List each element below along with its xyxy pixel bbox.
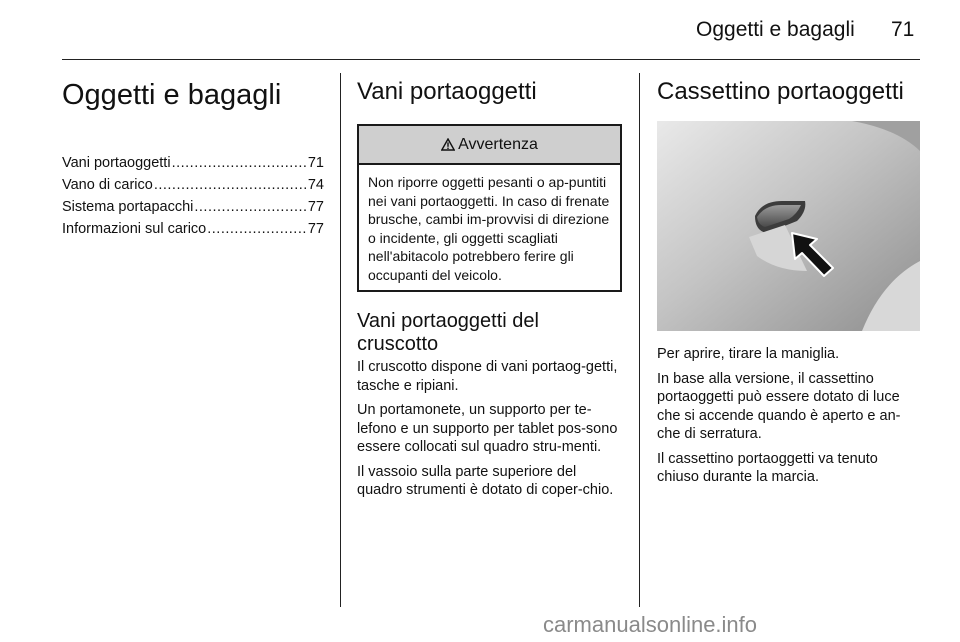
- paragraph: Per aprire, tirare la maniglia.: [657, 346, 840, 362]
- paragraph: In base alla versione, il cassettino portaoggetti può essere dotato di luce che si accende quando è aperto e an-che di serratura.: [657, 370, 901, 442]
- header-divider: [62, 59, 920, 60]
- toc-entry-label: Vani portaoggetti: [62, 155, 171, 171]
- column-divider-2: [639, 73, 640, 607]
- page-number: 71: [891, 18, 915, 41]
- toc-entry-page: 77: [307, 199, 324, 215]
- paragraph: Il cassettino portaoggetti va tenuto chiuso durante la marcia.: [657, 450, 878, 485]
- watermark-text[interactable]: carmanualsonline.info: [543, 612, 758, 637]
- paragraph: Un portamonete, un supporto per te-lefono e un supporto per tablet pos-sono essere collocati sul quadro stru-menti.: [357, 402, 618, 455]
- warning-triangle-icon: [441, 138, 455, 151]
- toc-entry[interactable]: [62, 174, 324, 196]
- page-header: [0, 0, 960, 62]
- subsection-title: Vani portaoggetti del cruscotto: [357, 310, 539, 355]
- warning-text: Non riporre oggetti pesanti o ap-puntiti nei vani portaoggetti. In caso di frenate brusche, cambi im-provvisi di direzione o incidente, gli oggetti scagliati nell'abitacolo potrebbero ferire gli occupanti del veicolo.: [368, 174, 610, 283]
- toc-entry[interactable]: [62, 196, 324, 218]
- running-header-title: Oggetti e bagagli: [696, 18, 855, 41]
- warning-box: [357, 124, 622, 292]
- paragraph: Il vassoio sulla parte superiore del quadro strumenti è dotato di coper-chio.: [357, 463, 614, 498]
- toc-entry[interactable]: [62, 152, 324, 174]
- paragraph: Il cruscotto dispone di vani portaog-getti, tasche e ripiani.: [357, 359, 618, 394]
- chapter-toc: [62, 152, 324, 240]
- chapter-column: [62, 70, 324, 240]
- glovebox-section-title: Cassettino portaoggetti: [657, 78, 904, 105]
- toc-entry-label: Vano di carico: [62, 177, 153, 193]
- toc-entry-page: 71: [307, 155, 324, 171]
- toc-leader-dots: [153, 174, 308, 196]
- toc-leader-dots: [193, 196, 307, 218]
- chapter-title: Oggetti e bagagli: [62, 79, 282, 111]
- toc-entry-page: 74: [307, 177, 324, 193]
- glovebox-column: [657, 70, 920, 493]
- toc-leader-dots: [206, 218, 308, 240]
- warning-title: Avvertenza: [458, 135, 538, 153]
- warning-header: [359, 126, 620, 165]
- toc-entry-page: 77: [307, 221, 324, 237]
- toc-entry-label: Sistema portapacchi: [62, 199, 194, 215]
- toc-entry-label: Informazioni sul carico: [62, 221, 207, 237]
- toc-entry[interactable]: [62, 218, 324, 240]
- column-divider-1: [340, 73, 341, 607]
- toc-leader-dots: [171, 152, 308, 174]
- section-title: Vani portaoggetti: [357, 78, 537, 105]
- storage-column: [357, 70, 622, 506]
- glovebox-handle-photo: [657, 121, 920, 331]
